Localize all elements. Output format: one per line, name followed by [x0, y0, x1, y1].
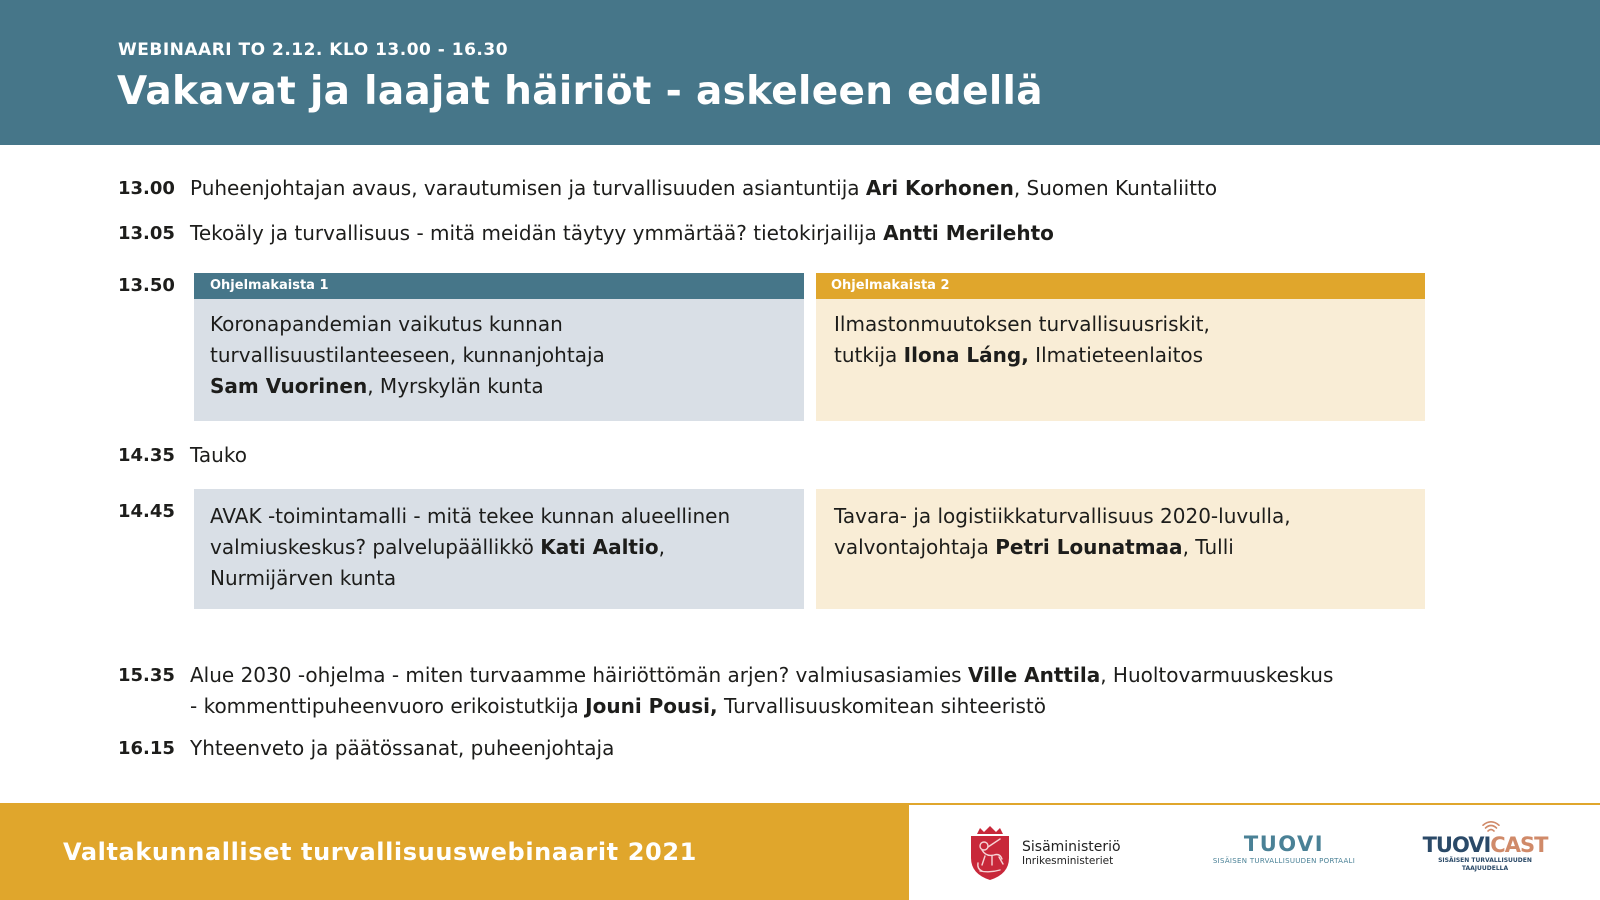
tuovicast-logo	[1405, 833, 1565, 873]
agenda-description	[190, 660, 1333, 722]
agenda-time: 14.35	[118, 445, 175, 466]
session-line: Tavara- ja logistiikkaturvallisuus 2020-luvulla,	[834, 504, 1291, 528]
speaker-organization: Ilmatieteenlaitos	[1028, 343, 1204, 367]
session-line: Nurmijärven kunta	[210, 566, 397, 590]
session-title: Alue 2030 -ohjelma - miten turvaamme häiriöttömän arjen? valmiusasiamies	[190, 663, 968, 687]
agenda-time: 16.15	[118, 738, 175, 759]
ministry-name: Sisäministeriö	[1022, 839, 1121, 855]
tuovi-logo	[1184, 831, 1384, 865]
session-line	[834, 340, 1425, 371]
tuovicast-wordmark-part2: CAST	[1490, 833, 1548, 857]
ministry-name-swedish: Inrikesministeriet	[1022, 855, 1114, 867]
session-body	[816, 299, 1425, 421]
tuovicast-wordmark	[1405, 833, 1565, 857]
agenda-time: 13.00	[118, 178, 175, 199]
agenda-line	[190, 691, 1333, 722]
tuovicast-tagline-line2: TAAJUUDELLA	[1461, 865, 1509, 872]
tuovicast-wordmark-part1: TUOVI	[1422, 833, 1491, 857]
speaker-organization: , Tulli	[1182, 535, 1234, 559]
session-line	[210, 532, 804, 563]
session-body	[194, 299, 804, 421]
tuovicast-tagline-line1: SISÄISEN TURVALLISUUDEN	[1438, 857, 1532, 864]
speaker-organization: , Suomen Kuntaliitto	[1013, 176, 1218, 200]
speaker-role: valvontajohtaja	[834, 535, 996, 559]
session-line: turvallisuustilanteeseen, kunnanjohtaja	[210, 343, 605, 367]
agenda-time: 15.35	[118, 665, 175, 686]
session-line	[210, 371, 804, 402]
session-line: AVAK -toimintamalli - mitä tekee kunnan alueellinen	[210, 504, 731, 528]
agenda-item	[0, 733, 1600, 764]
session-title: Tekoäly ja turvallisuus - mitä meidän täytyy ymmärtää? tietokirjailija	[190, 221, 884, 245]
session-title: Puheenjohtajan avaus, varautumisen ja turvallisuuden asiantuntija	[190, 176, 866, 200]
agenda-time: 13.50	[118, 275, 175, 296]
agenda-item	[0, 218, 1600, 249]
webinar-datetime: WEBINAARI TO 2.12. KLO 13.00 - 16.30	[118, 40, 509, 60]
agenda-description	[190, 218, 1054, 249]
agenda-description: Tauko	[190, 443, 247, 467]
speaker-name: Jouni Pousi,	[585, 694, 718, 718]
speaker-name: Petri Lounatmaa	[995, 535, 1183, 559]
broadcast-waves-icon	[1482, 821, 1500, 833]
speaker-organization: , Myrskylän kunta	[367, 374, 544, 398]
speaker-organization: , Huoltovarmuuskeskus	[1100, 663, 1334, 687]
session-body	[816, 489, 1425, 609]
agenda-line	[190, 660, 1333, 691]
page-title: Vakavat ja laajat häiriöt - askeleen edellä	[117, 69, 1043, 114]
agenda-item	[0, 660, 1600, 722]
tuovi-tagline: SISÄISEN TURVALLISUUDEN PORTAALI	[1212, 857, 1356, 865]
track-label: Ohjelmakaista 2	[816, 273, 1425, 299]
speaker-name: Sam Vuorinen	[210, 374, 368, 398]
lion-coat-of-arms-icon	[968, 825, 1012, 881]
speaker-name: Ari Korhonen	[865, 176, 1014, 200]
speaker-name: Antti Merilehto	[883, 221, 1054, 245]
speaker-role: valmiuskeskus? palvelupäällikkö	[210, 535, 541, 559]
header-banner	[0, 0, 1600, 145]
track-2-session	[816, 273, 1425, 421]
track-label: Ohjelmakaista 1	[194, 273, 804, 299]
tuovi-wordmark: TUOVI	[1243, 832, 1325, 856]
speaker-role: tutkija	[834, 343, 904, 367]
agenda-item	[0, 440, 1600, 471]
track-1-session	[194, 273, 804, 421]
footer-band	[0, 803, 909, 900]
speaker-name: Ville Anttila	[967, 663, 1101, 687]
punctuation: ,	[658, 535, 665, 559]
speaker-name: Ilona Láng,	[903, 343, 1029, 367]
agenda-description	[190, 173, 1217, 204]
agenda-item	[0, 173, 1600, 204]
track-1-session	[194, 489, 804, 609]
session-line: Ilmastonmuutoksen turvallisuusriskit,	[834, 312, 1210, 336]
webinar-series-title: Valtakunnalliset turvallisuuswebinaarit 2021	[63, 838, 697, 866]
speaker-organization: Turvallisuuskomitean sihteeristö	[717, 694, 1046, 718]
speaker-name: Kati Aaltio	[540, 535, 659, 559]
agenda-time: 13.05	[118, 223, 175, 244]
footer-divider	[909, 803, 1600, 805]
agenda-time: 14.45	[118, 501, 175, 522]
session-body	[194, 489, 804, 609]
session-title: - kommenttipuheenvuoro erikoistutkija	[190, 694, 586, 718]
track-2-session	[816, 489, 1425, 609]
session-line	[834, 532, 1425, 563]
session-line: Koronapandemian vaikutus kunnan	[210, 312, 563, 336]
agenda-description: Yhteenveto ja päätössanat, puheenjohtaja	[190, 736, 615, 760]
